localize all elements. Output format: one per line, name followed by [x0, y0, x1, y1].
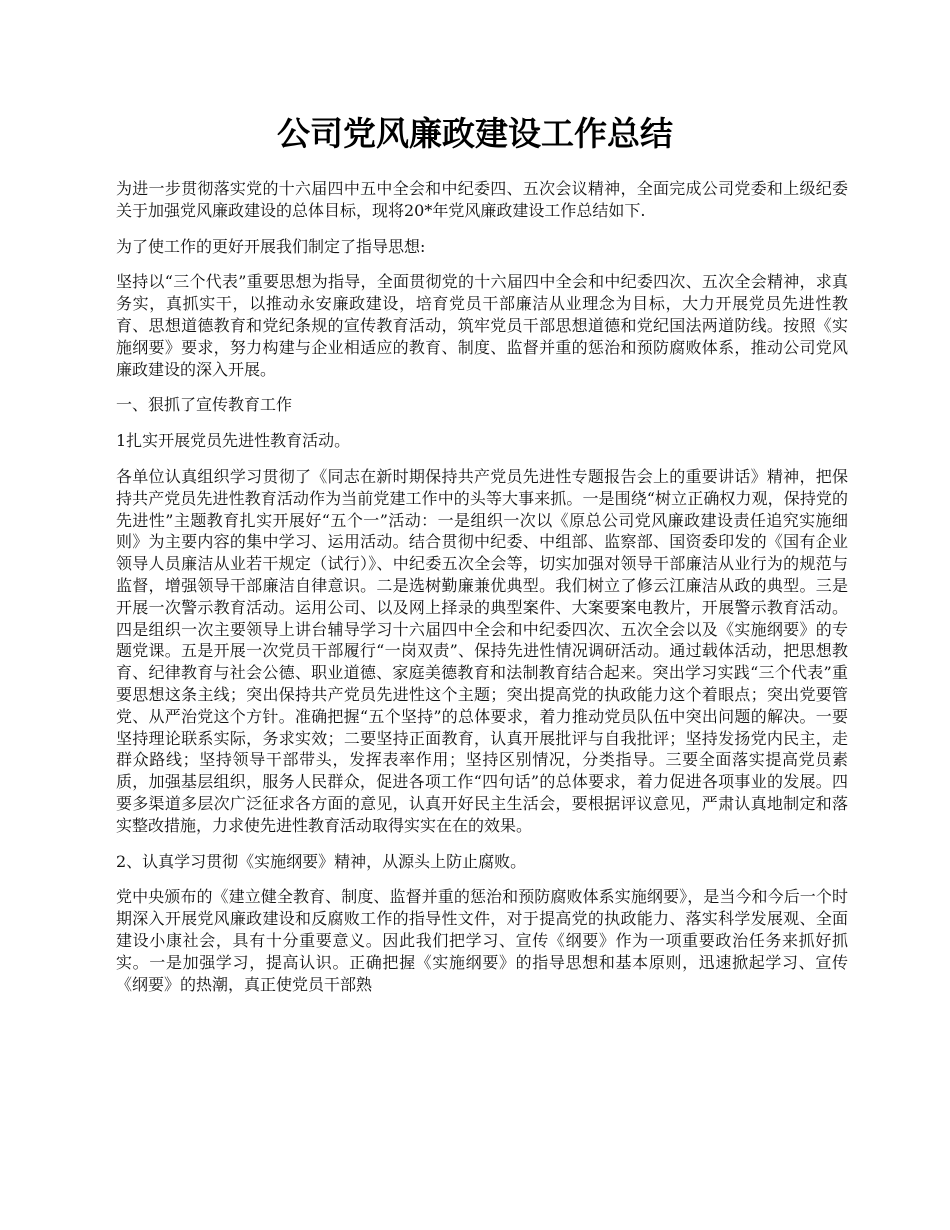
- document-title: 公司党风廉政建设工作总结: [277, 114, 673, 153]
- section-heading-1: 一、狠抓了宣传教育工作: [116, 395, 293, 415]
- paragraph-guiding-thought: 坚持以“三个代表”重要思想为指导，全面贯彻党的十六届四中全会和中纪委四次、五次全会精神，求真务实，真抓实干，以推动永安廉政建设，培育党员干部廉洁从业理念为目标，大力开展党员先进性教育、思想道德教育和党纪条规的宣传教育活动，筑牢党员干部思想道德和党纪国法两道防线。按照《实施纲要》要求，努力构建与企业相适应的教育、制度、监督并重的惩治和预防腐败体系，推动公司党风廉政建设的深入开展。: [116, 272, 848, 379]
- paragraph-education-activities: 各单位认真组织学习贯彻了《同志在新时期保持共产党员先进性专题报告会上的重要讲话》精神，把保持共产党员先进性教育活动作为当前党建工作中的头等大事来抓。一是围绕“树立正确权力观，保持党的先进性”主题教育扎实开展好“五个一”活动：一是组织一次以《原总公司党风廉政建设责任追究实施细则》为主要内容的集中学习、运用活动。结合贯彻中纪委、中组部、监察部、国资委印发的《国有企业领导人员廉洁从业若干规定（试行）》、中纪委五次全会等，切实加强对领导干部廉洁从业行为的规范与监督，增强领导干部廉洁自律意识。二是选树勤廉兼优典型。我们树立了修云江廉洁从政的典型。三是开展一次警示教育活动。运用公司、以及网上择录的典型案件、大案要案电教片，开展警示教育活动。四是组织一次主要领导上讲台辅导学习十六届四中全会和中纪委四次、五次全会以及《实施纲要》的专题党课。五是开展一次党员干部履行“一岗双责”、保持先进性情况调研活动。通过载体活动，把思想教育、纪律教育与社会公德、职业道德、家庭美德教育和法制教育结合起来。突出学习实践“三个代表”重要思想这条主线；突出保持共产党员先进性这个主题；突出提高党的执政能力这个着眼点；突出党要管党、从严治党这个方针。准确把握“五个坚持”的总体要求，着力推动党员队伍中突出问题的解决。一要坚持理论联系实际，务求实效；二要坚持正面教育，认真开展批评与自我批评；坚持发扬党内民主，走群众路线；坚持领导干部带头，发挥表率作用；坚持区别情况，分类指导。三要全面落实提高党员素质，加强基层组织，服务人民群众，促进各项工作“四句话”的总体要求，着力促进各项事业的发展。四要多渠道多层次广泛征求各方面的意见，认真开好民主生活会，要根据评议意见，严肃认真地制定和落实整改措施，力求使先进性教育活动取得实实在在的效果。: [116, 466, 848, 835]
- paragraph-intro: 为进一步贯彻落实党的十六届四中五中全会和中纪委四、五次会议精神，全面完成公司党委和上级纪委关于加强党风廉政建设的总体目标，现将20*年党风廉政建设工作总结如下.: [116, 179, 848, 220]
- paragraph-implementation-outline: 党中央颁布的《建立健全教育、制度、监督并重的惩治和预防腐败体系实施纲要》，是当今和今后一个时期深入开展党风廉政建设和反腐败工作的指导性文件，对于提高党的执政能力、落实科学发展观、全面建设小康社会，具有十分重要意义。因此我们把学习、宣传《纲要》作为一项重要政治任务来抓好抓实。一是加强学习，提高认识。正确把握《实施纲要》的指导思想和基本原则，迅速掀起学习、宣传《纲要》的热潮，真正使党员干部熟: [116, 887, 848, 994]
- document-body: [116, 178, 848, 1009]
- subsection-heading-2: 2、认真学习贯彻《实施纲要》精神，从源头上防止腐败。: [116, 851, 527, 871]
- paragraph-guiding-intro: 为了使工作的更好开展我们制定了指导思想:: [116, 236, 426, 256]
- subsection-heading-1: 1扎实开展党员先进性教育活动。: [116, 431, 351, 451]
